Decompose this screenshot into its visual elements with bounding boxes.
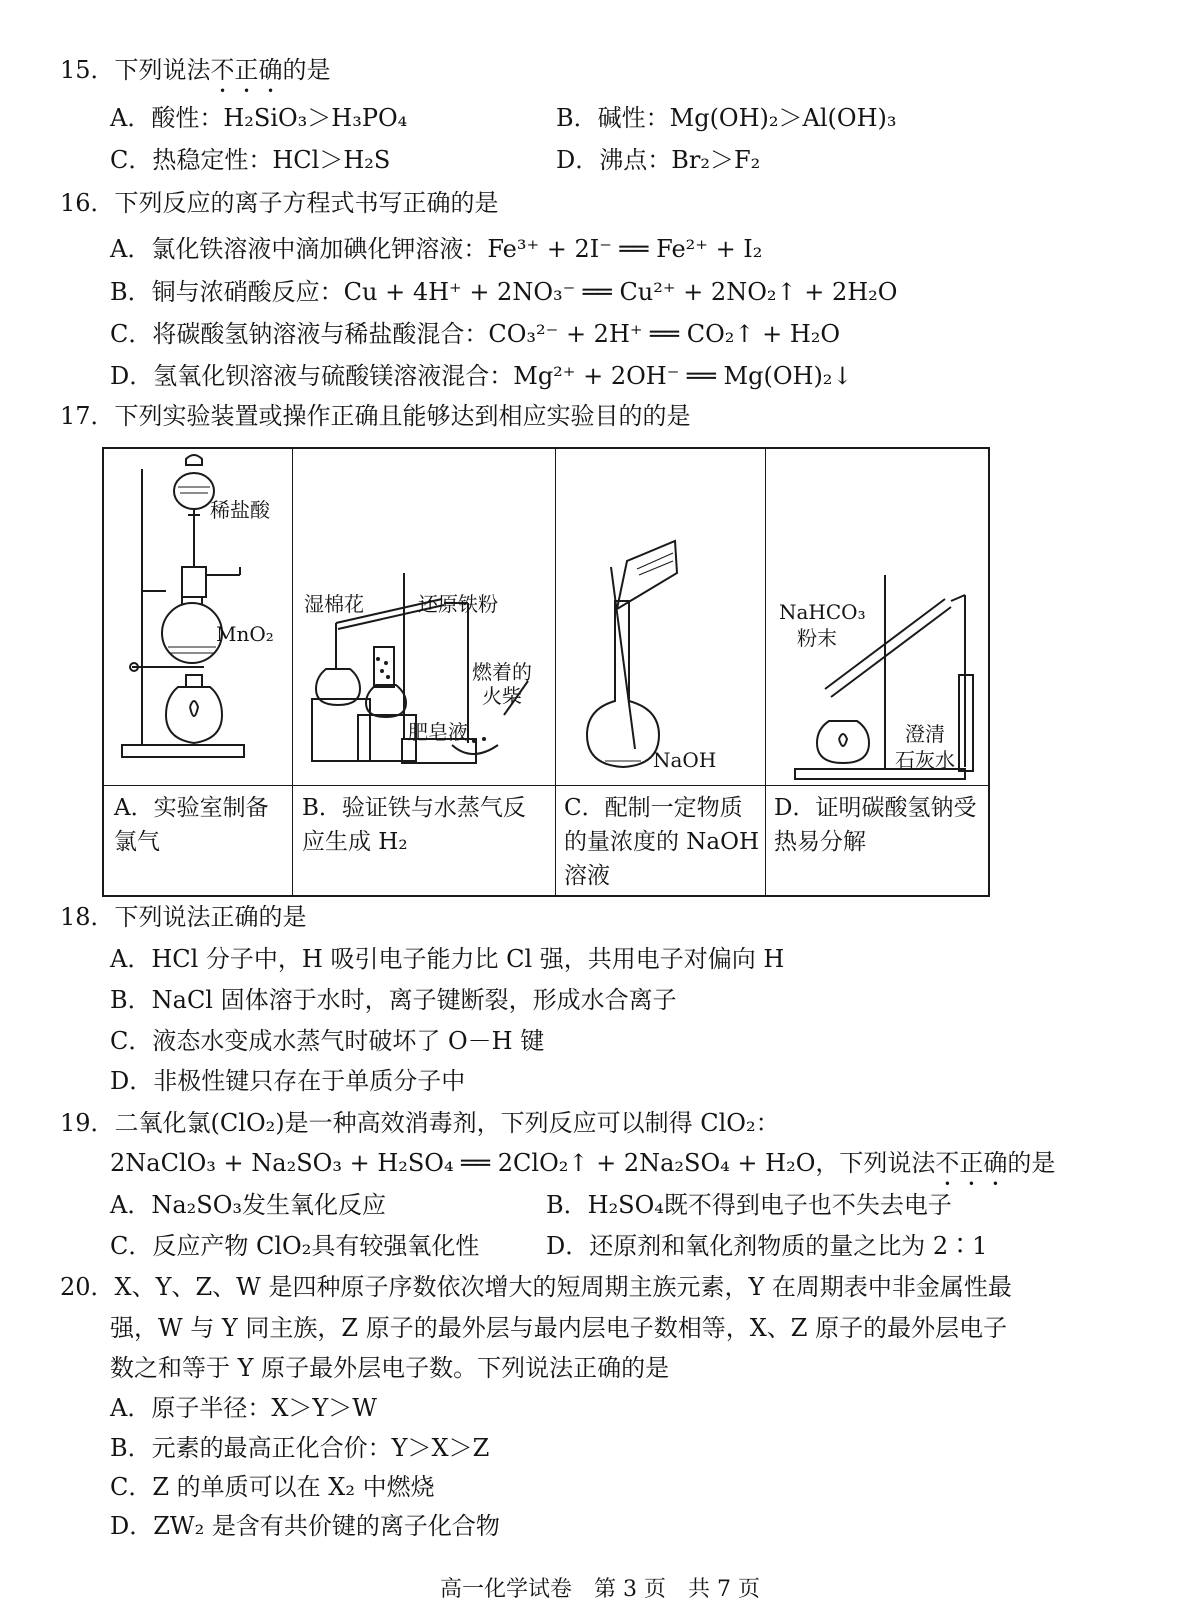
label-limewater-1: 澄清 bbox=[905, 722, 945, 746]
figure-a-chlorine-apparatus bbox=[104, 449, 292, 785]
q19-option-a: A．Na₂SO₃发生氧化反应 bbox=[110, 1191, 386, 1219]
q19-equation: 2NaClO₃ + Na₂SO₃ + H₂SO₄ ══ 2ClO₂↑ + 2Na₂SO₄ + H₂O，下列说法不正确的是 bbox=[110, 1149, 1056, 1177]
q17-caption-d: D．证明碳酸氢钠受热易分解 bbox=[774, 795, 977, 855]
label-wet-cotton: 湿棉花 bbox=[304, 592, 364, 616]
q15-option-a: A．酸性：H₂SiO₃＞H₃PO₄ bbox=[110, 104, 408, 132]
q20-option-d: D．ZW₂ 是含有共价键的离子化合物 bbox=[110, 1512, 500, 1540]
emphasis-not-correct: 不正确 bbox=[935, 1149, 1008, 1177]
q19-option-b: B．H₂SO₄既不得到电子也不失去电子 bbox=[546, 1191, 952, 1219]
label-dilute-hcl: 稀盐酸 bbox=[210, 498, 270, 522]
q18-stem: 18．下列说法正确的是 bbox=[60, 903, 307, 931]
label-reduced-iron: 还原铁粉 bbox=[418, 592, 498, 616]
q16-option-d: D．氢氧化钡溶液与硫酸镁溶液混合：Mg²⁺ + 2OH⁻ ══ Mg(OH)₂↓ bbox=[110, 362, 853, 390]
q15-option-c: C．热稳定性：HCl＞H₂S bbox=[110, 146, 391, 174]
label-nahco3: NaHCO₃ bbox=[779, 600, 866, 624]
figure-b-iron-steam-apparatus bbox=[292, 449, 555, 785]
q18-option-b: B．NaCl 固体溶于水时，离子键断裂，形成水合离子 bbox=[110, 986, 677, 1014]
q18-option-d: D．非极性键只存在于单质分子中 bbox=[110, 1067, 466, 1095]
q20-stem-line-2: 强，W 与 Y 同主族，Z 原子的最外层与最内层电子数相等，X、Z 原子的最外层电子 bbox=[110, 1314, 1008, 1342]
q17-caption-a: A．实验室制备氯气 bbox=[114, 795, 269, 855]
q15-option-b: B．碱性：Mg(OH)₂＞Al(OH)₃ bbox=[556, 104, 897, 132]
q16-option-a: A．氯化铁溶液中滴加碘化钾溶液：Fe³⁺ + 2I⁻ ══ Fe²⁺ + I₂ bbox=[110, 235, 763, 263]
q20-option-c: C．Z 的单质可以在 X₂ 中燃烧 bbox=[110, 1473, 435, 1501]
label-limewater-2: 石灰水 bbox=[895, 748, 955, 772]
label-powder: 粉末 bbox=[797, 626, 837, 650]
q20-stem-line-1: 20．X、Y、Z、W 是四种原子序数依次增大的短周期主族元素，Y 在周期表中非金属性最 bbox=[60, 1273, 1012, 1301]
q15-stem: 15．下列说法不正确的是 bbox=[60, 56, 331, 84]
emphasis-not-correct: 不正确 bbox=[210, 56, 283, 84]
label-burning-match-1: 燃着的 bbox=[472, 660, 532, 684]
apparatus-c-drawing bbox=[555, 449, 765, 785]
q15-option-d: D．沸点：Br₂＞F₂ bbox=[556, 146, 761, 174]
label-naoh-solid: NaOH bbox=[653, 748, 717, 772]
q18-option-a: A．HCl 分子中，H 吸引电子能力比 Cl 强，共用电子对偏向 H bbox=[110, 945, 785, 973]
q19-stem: 19．二氧化氯(ClO₂)是一种高效消毒剂，下列反应可以制得 ClO₂： bbox=[60, 1109, 780, 1137]
q16-stem: 16．下列反应的离子方程式书写正确的是 bbox=[60, 189, 499, 217]
label-mno2: MnO₂ bbox=[216, 622, 274, 646]
q17-caption-c: C．配制一定物质的量浓度的 NaOH 溶液 bbox=[564, 795, 760, 889]
q17-stem: 17．下列实验装置或操作正确且能够达到相应实验目的的是 bbox=[60, 402, 691, 430]
label-burning-match-2: 火柴 bbox=[482, 684, 522, 708]
q18-option-c: C．液态水变成水蒸气时破坏了 O－H 键 bbox=[110, 1027, 545, 1055]
page-footer: 高一化学试卷 第 3 页 共 7 页 bbox=[440, 1577, 760, 1602]
q20-stem-line-3: 数之和等于 Y 原子最外层电子数。下列说法正确的是 bbox=[110, 1354, 670, 1382]
apparatus-table bbox=[102, 447, 990, 897]
q19-option-d: D．还原剂和氧化剂物质的量之比为 2∶1 bbox=[546, 1232, 988, 1260]
figure-d-bicarbonate-heating bbox=[765, 449, 990, 785]
q20-option-a: A．原子半径：X＞Y＞W bbox=[110, 1394, 377, 1422]
q20-option-b: B．元素的最高正化合价：Y＞X＞Z bbox=[110, 1434, 490, 1462]
figure-c-volumetric-flask bbox=[555, 449, 765, 785]
q17-caption-b: B．验证铁与水蒸气反应生成 H₂ bbox=[302, 795, 526, 855]
q19-option-c: C．反应产物 ClO₂具有较强氧化性 bbox=[110, 1232, 480, 1260]
q16-option-b: B．铜与浓硝酸反应：Cu + 4H⁺ + 2NO₃⁻ ══ Cu²⁺ + 2NO₂↑ + 2H₂O bbox=[110, 278, 898, 306]
label-soap-solution: 肥皂液 bbox=[408, 720, 468, 744]
q16-option-c: C．将碳酸氢钠溶液与稀盐酸混合：CO₃²⁻ + 2H⁺ ══ CO₂↑ + H₂O bbox=[110, 320, 841, 348]
